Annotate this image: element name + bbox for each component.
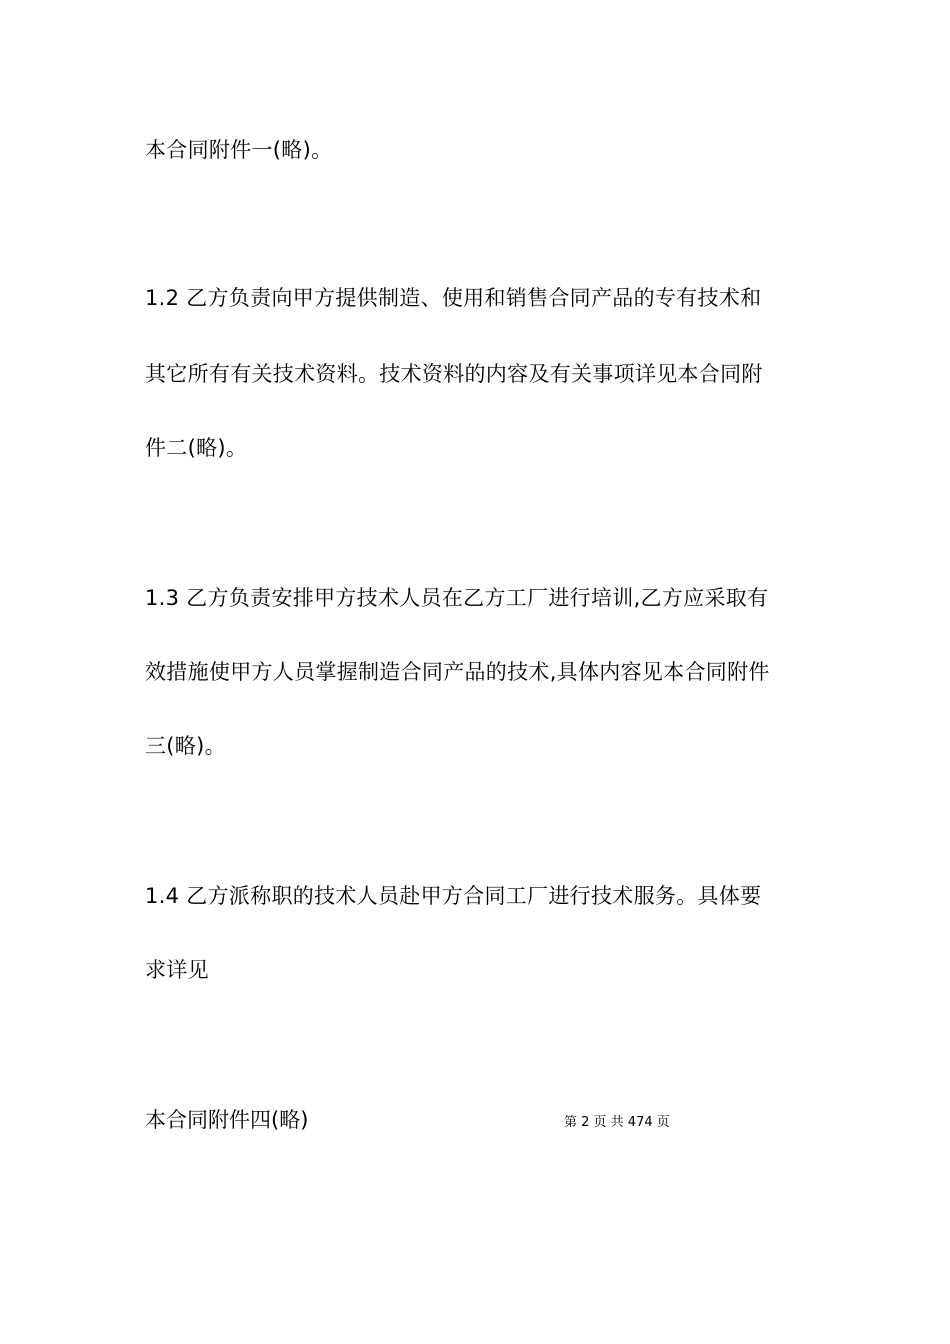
text-line: 件二(略)。 <box>145 436 248 460</box>
text-line: 求详见 <box>145 958 209 982</box>
text-line: 本合同附件一(略)。 <box>145 138 333 162</box>
text-line: 1.4 乙方派称职的技术人员赴甲方合同工厂进行技术服务。具体要 <box>145 884 762 908</box>
text-line: 效措施使甲方人员掌握制造合同产品的技术,具体内容见本合同附件 <box>145 660 770 684</box>
text-line: 1.2 乙方负责向甲方提供制造、使用和销售合同产品的专有技术和 <box>145 286 762 310</box>
text-line: 三(略)。 <box>145 734 226 758</box>
page-indicator: 第 2 页 共 474 页 <box>564 1115 670 1130</box>
text-line: 其它所有有关技术资料。技术资料的内容及有关事项详见本合同附 <box>145 362 763 386</box>
text-line: 1.3 乙方负责安排甲方技术人员在乙方工厂进行培训,乙方应采取有 <box>145 586 769 610</box>
footer-text: 本合同附件四(略) <box>145 1108 309 1132</box>
